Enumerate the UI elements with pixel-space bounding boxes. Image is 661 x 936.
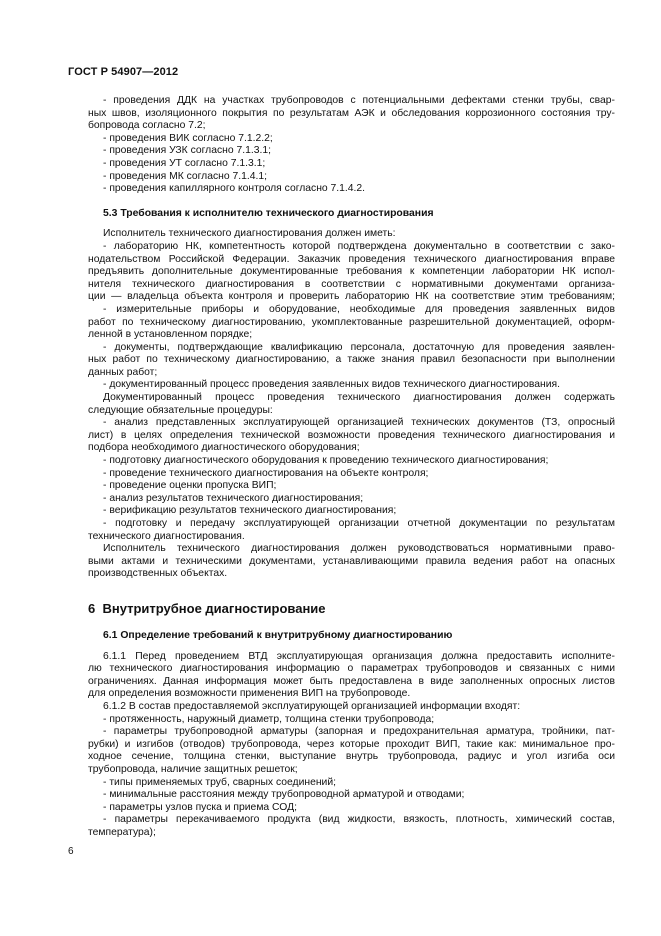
text-line: 6.1.1 Перед проведением ВТД эксплуатирующая организация должна предоставить исполните-	[103, 650, 615, 662]
list-item: - верификацию результатов технического диагностирования;	[103, 505, 397, 517]
page-number: 6	[68, 846, 74, 857]
text-line: лист) в целях определения технической возможности проведения технического диагностирования и	[88, 429, 615, 441]
list-item: - параметры узлов пуска и приема СОД;	[103, 801, 297, 813]
text-line: подбора необходимого диагностического оборудования;	[88, 442, 360, 454]
section-5-3-heading: 5.3 Требования к исполнителю технического диагностирования	[103, 207, 434, 219]
text-line: - параметры перекачиваемого продукта (вид жидкости, вязкость, плотность, химический состав,	[103, 814, 615, 826]
text-line: - параметры трубопроводной арматуры (запорная и предохранительная арматура, тройники, пат-	[103, 726, 615, 738]
list-item: - протяженность, наружный диаметр, толщина стенки трубопровода;	[103, 713, 435, 725]
text-line: лю технического диагностирования информацию о параметрах трубопроводов и связанных с ними	[88, 663, 615, 675]
list-item: - проведения УЗК согласно 7.1.3.1;	[103, 145, 271, 157]
list-item: - проведения УТ согласно 7.1.3.1;	[103, 157, 266, 169]
section-6-heading	[88, 601, 615, 616]
text-line: ходное сечение, толщина стенки, выступание внутрь трубопровода, радиус и угол изгиба оси	[88, 751, 615, 763]
text-line: производственных объектах.	[88, 568, 228, 580]
section-6-title: Внутритрубное диагностирование	[102, 600, 326, 616]
text-line: бопровода согласно 7.2;	[88, 120, 206, 132]
text-line: Исполнитель технического диагностирования должен руководствоваться нормативными право-	[103, 543, 615, 555]
text-line: предъявить дополнительные документированные требования к компетенции лаборатории НК испол-	[88, 266, 615, 278]
text-line: Документированный процесс проведения технического диагностирования должен содержать	[103, 392, 615, 404]
list-item: - анализ результатов технического диагностирования;	[103, 492, 364, 504]
text-line: ных работ по техническому диагностированию, а также знания правил безопасности при выполнении	[88, 354, 615, 366]
text-line: трубопровода, наличие защитных решеток;	[88, 763, 298, 775]
list-item: - проведение оценки пропуска ВИП;	[103, 480, 277, 492]
text-line: ленной в установленном порядке;	[88, 329, 253, 341]
list-item: - минимальные расстояния между трубопроводной арматурой и отводами;	[103, 789, 465, 801]
text-line: Исполнитель технического диагностирования должен иметь:	[103, 228, 396, 240]
text-line: ограничениях. Данная информация может быть предоставлена в виде заполненных опросных листов	[88, 675, 615, 687]
text-line: рубки) и изгибов (отводов) трубопровода, через которые проходит ВИП, такие как: минимальное про-	[88, 738, 615, 750]
list-item: - подготовку диагностического оборудования к проведению технического диагностирования;	[103, 455, 549, 467]
text-line: ции — владельца объекта контроля и проверить лабораторию НК на соответствие этим требованиям;	[88, 291, 615, 303]
text-line: - документированный процесс проведения заявленных видов технического диагностирования.	[103, 379, 560, 391]
text-line: следующие обязательные процедуры:	[88, 404, 273, 416]
document-code-header: ГОСТ Р 54907—2012	[68, 66, 179, 78]
list-item: - проведение технического диагностирования на объекте контроля;	[103, 467, 429, 479]
list-item: - типы применяемых труб, сварных соединений;	[103, 776, 336, 788]
text-line: - проведения ДДК на участках трубопроводов с потенциальными дефектами стенки трубы, свар-	[103, 95, 615, 106]
text-line: - документы, подтверждающие квалификацию персонала, достаточную для проведения заявлен-	[103, 341, 615, 353]
text-line: - лабораторию НК, компетентность которой подтверждена документально в соответствии с зако-	[103, 240, 615, 252]
text-line: выми актами и техническими документами, устанавливающими правила ведения работ на опасных	[88, 555, 615, 567]
text-line: - измерительные приборы и оборудование, необходимые для проведения заявленных видов	[103, 303, 615, 315]
text-line: нодательством Российской Федерации. Заказчик проведения технического диагностирования вправе	[88, 253, 615, 265]
text-line: температура);	[88, 826, 156, 838]
text-line: технического диагностирования.	[88, 530, 245, 542]
text-line: 6.1.2 В состав предоставляемой эксплуатирующей организацией информации входят:	[103, 700, 521, 712]
text-line: - анализ представленных эксплуатирующей организацией технических документов (ТЗ, опросный	[103, 417, 615, 429]
text-line: - подготовку и передачу эксплуатирующей организации отчетной документации по результатам	[103, 518, 615, 529]
list-item: - проведения ВИК согласно 7.1.2.2;	[103, 132, 273, 144]
text-line: для определения возможности применения ВИП на трубопроводе.	[88, 688, 411, 700]
page-body	[88, 95, 615, 839]
section-6-number: 6	[88, 600, 96, 616]
list-item: - проведения МК согласно 7.1.4.1;	[103, 170, 267, 182]
text-line: работ по техническому диагностированию, укомплектованные разрешительной документацией, оформ-	[88, 316, 615, 328]
text-line: нителя технического диагностирования в соответствии с нормативными документами организа-	[88, 278, 615, 290]
section-6-1-heading: 6.1 Определение требований к внутритрубному диагностированию	[103, 629, 453, 641]
list-item: - проведения капиллярного контроля согласно 7.1.4.2.	[103, 183, 366, 195]
text-line: данных работ;	[88, 366, 158, 378]
text-line: ных швов, изоляционного покрытия по результатам АЭК и обследования коррозионного состояния тру-	[88, 107, 615, 119]
